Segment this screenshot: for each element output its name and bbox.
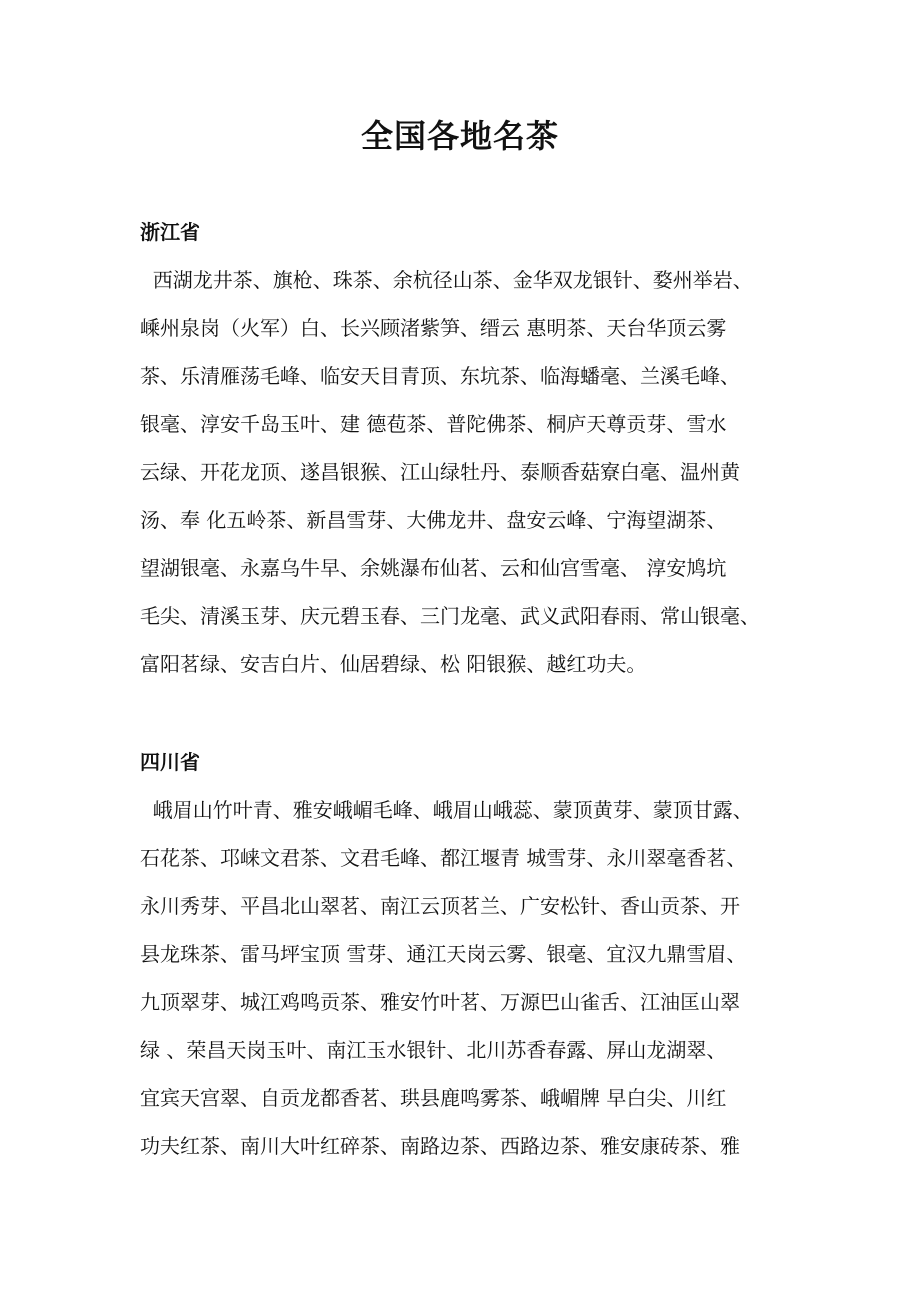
section-heading-zhejiang: 浙江省 bbox=[140, 220, 200, 244]
section-body-sichuan bbox=[140, 786, 800, 1170]
text-line: 毛尖、清溪玉芽、庆元碧玉春、三门龙毫、武义武阳春雨、常山银毫、 bbox=[140, 604, 760, 628]
text-line: 汤、奉 化五岭茶、新昌雪芽、大佛龙井、盘安云峰、宁海望湖茶、 bbox=[140, 508, 727, 532]
text-line: 银毫、淳安千岛玉叶、建 德苞茶、普陀佛茶、桐庐天尊贡芽、雪水 bbox=[140, 412, 727, 436]
text-line: 九顶翠芽、城江鸡鸣贡茶、雅安竹叶茗、万源巴山雀舌、江油匡山翠 bbox=[140, 990, 740, 1014]
text-line: 县龙珠茶、雷马坪宝顶 雪芽、通江天岗云雾、银毫、宜汉九鼎雪眉、 bbox=[140, 942, 747, 966]
text-line: 峨眉山竹叶青、雅安峨嵋毛峰、峨眉山峨蕊、蒙顶黄芽、蒙顶甘露、 bbox=[140, 798, 753, 822]
text-line: 绿 、荣昌天岗玉叶、南江玉水银针、北川苏香春露、屏山龙湖翠、 bbox=[140, 1038, 727, 1062]
text-line: 功夫红茶、南川大叶红碎茶、南路边茶、西路边茶、雅安康砖茶、雅 bbox=[140, 1134, 740, 1158]
section-heading-sichuan: 四川省 bbox=[140, 750, 200, 774]
text-line: 嵊州泉岗（火军）白、长兴顾渚紫笋、缙云 惠明茶、天台华顶云雾 bbox=[140, 316, 727, 340]
text-line: 茶、乐清雁荡毛峰、临安天目青顶、东坑茶、临海蟠毫、兰溪毛峰、 bbox=[140, 364, 740, 388]
text-line: 云绿、开花龙顶、遂昌银猴、江山绿牡丹、泰顺香菇寮白毫、温州黄 bbox=[140, 460, 740, 484]
text-line: 宜宾天宫翠、自贡龙都香茗、珙县鹿鸣雾茶、峨嵋牌 早白尖、川红 bbox=[140, 1086, 727, 1110]
text-line: 永川秀芽、平昌北山翠茗、南江云顶茗兰、广安松针、香山贡茶、开 bbox=[140, 894, 740, 918]
text-line: 石花茶、邛崃文君茶、文君毛峰、都江堰青 城雪芽、永川翠毫香茗、 bbox=[140, 846, 747, 870]
page-title: 全国各地名茶 bbox=[360, 117, 559, 155]
text-line: 西湖龙井茶、旗枪、珠茶、余杭径山茶、金华双龙银针、婺州举岩、 bbox=[140, 268, 753, 292]
section-body-zhejiang bbox=[140, 256, 800, 688]
text-line: 望湖银毫、永嘉乌牛早、余姚瀑布仙茗、云和仙宫雪毫、 淳安鸠坑 bbox=[140, 556, 727, 580]
text-line: 富阳茗绿、安吉白片、仙居碧绿、松 阳银猴、越红功夫。 bbox=[140, 652, 647, 676]
